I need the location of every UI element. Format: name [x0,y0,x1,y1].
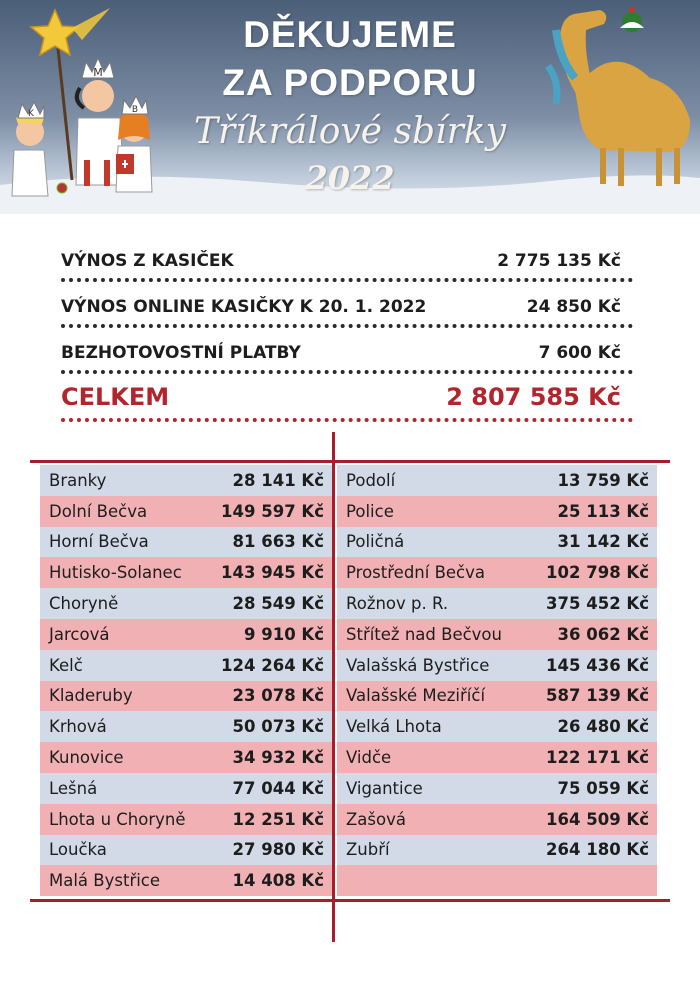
summary-row-cash-boxes [61,236,633,282]
table-row: Jarcová 9 910 Kč [40,619,332,650]
summary-value: 24 850 Kč [526,297,621,317]
summary-label: VÝNOS Z KASIČEK [61,251,234,271]
table-row: Vigantice 75 059 Kč [337,773,657,804]
table-row: Lhota u Choryně 12 251 Kč [40,804,332,835]
banner-title-line3: Tříkrálové sbírky [194,111,506,152]
table-row: Vidče 122 171 Kč [337,742,657,773]
table-row: Valašské Meziříčí 587 139 Kč [337,681,657,712]
summary-label: VÝNOS ONLINE KASIČKY K 20. 1. 2022 [61,297,427,317]
table-row: Kunovice 34 932 Kč [40,742,332,773]
table-column-right [337,465,657,896]
table-row: Rožnov p. R. 375 452 Kč [337,588,657,619]
table-bottom-divider [30,899,670,902]
table-row-empty [337,865,657,896]
table-row: Prostřední Bečva 102 798 Kč [337,557,657,588]
table-column-divider [332,432,335,942]
summary-row-cashless [61,328,633,374]
svg-text:B: B [131,105,139,115]
table-row: Velká Lhota 26 480 Kč [337,711,657,742]
table-row: Podolí 13 759 Kč [337,465,657,496]
header-banner [0,0,700,214]
table-row: Zubří 264 180 Kč [337,835,657,866]
summary-value: 7 600 Kč [538,343,621,363]
table-row: Malá Bystřice 14 408 Kč [40,865,332,896]
table-row: Kladeruby 23 078 Kč [40,681,332,712]
summary-row-online [61,282,633,328]
table-row: Police 25 113 Kč [337,496,657,527]
summary-value: 2 775 135 Kč [497,251,621,271]
table-row: Poličná 31 142 Kč [337,527,657,558]
svg-text:K: K [28,109,34,119]
table-row: Choryně 28 549 Kč [40,588,332,619]
summary-total-label: CELKEM [61,383,170,411]
banner-title-line1: DĚKUJEME [243,14,457,55]
table-row: Horní Bečva 81 663 Kč [40,527,332,558]
summary-row-total [61,374,633,422]
table-row: Loučka 27 980 Kč [40,835,332,866]
banner-title-line2: ZA PODPORU [222,62,478,103]
table-row: Krhová 50 073 Kč [40,711,332,742]
table-row: Branky 28 141 Kč [40,465,332,496]
summary-label: BEZHOTOVOSTNÍ PLATBY [61,343,301,363]
table-row: Střítež nad Bečvou 36 062 Kč [337,619,657,650]
municipality-table [30,432,670,942]
table-row: Valašská Bystřice 145 436 Kč [337,650,657,681]
summary-total-value: 2 807 585 Kč [446,383,621,411]
table-row: Zašová 164 509 Kč [337,804,657,835]
table-column-left [40,465,332,896]
banner-year: 2022 [305,159,395,197]
table-row: Lešná 77 044 Kč [40,773,332,804]
summary-list [61,236,633,422]
table-top-divider [30,460,670,463]
table-row: Hutisko-Solanec 143 945 Kč [40,557,332,588]
table-row: Kelč 124 264 Kč [40,650,332,681]
table-row: Dolní Bečva 149 597 Kč [40,496,332,527]
svg-text:M: M [93,66,103,79]
